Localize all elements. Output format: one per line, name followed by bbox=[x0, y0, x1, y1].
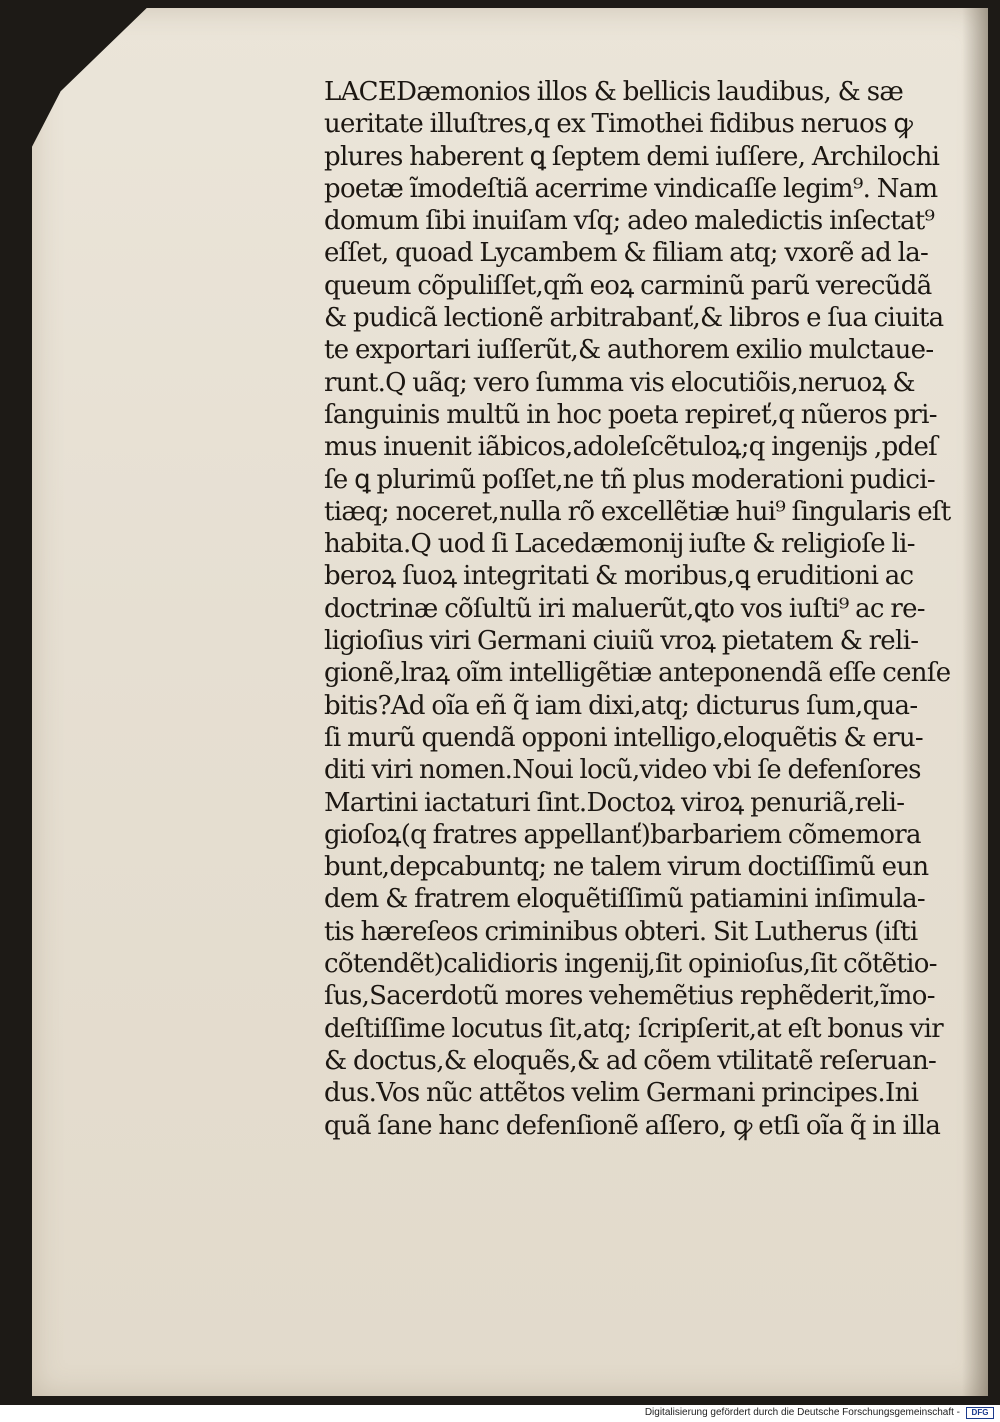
text-line: bitis?Ad oĩa eñ q̃ iam dixi,atq; dicturus ſum,qua- bbox=[324, 690, 918, 721]
text-line: eſſet, quoad Lycambem & filiam atq; vxorẽ ad la- bbox=[324, 238, 929, 269]
dfg-logo: DFG bbox=[966, 1407, 994, 1419]
text-line: beroꝝ ſuoꝝ integritati & moribus,ꝗ eruditioni ac bbox=[324, 561, 914, 592]
text-line: bunt,depcabuntq; ne talem virum doctiſſimũ eun bbox=[324, 852, 929, 883]
text-line: tiæq; noceret,nulla rõ excellẽtiæ hui⁹ ſingularis eſt bbox=[324, 496, 951, 527]
gutter-shadow bbox=[962, 8, 988, 1396]
footer-bar bbox=[0, 1405, 1000, 1422]
text-line: & pudicã lectionẽ arbitrabanť,& libros e ſua ciuita bbox=[324, 303, 944, 334]
text-line: mus inuenit iãbicos,adoleſcẽtuloꝝ;q ingenĳs ,pdeſ bbox=[324, 432, 938, 463]
text-line: ſi murũ quendã opponi intelligo,eloquẽtis & eru- bbox=[324, 722, 923, 753]
text-line: LACEDæmonios illos & bellicis laudibus, & sæ bbox=[324, 77, 904, 107]
text-line: gionẽ,lraꝝ oĩm intelligẽtiæ anteponendã eſſe cenſe bbox=[324, 658, 951, 689]
text-line: domum ſibi inuiſam vſq; adeo maledictis inſectat⁹ bbox=[324, 206, 935, 237]
text-line: cõtendẽt)calidioris ingenĳ,ſit opinioſus,ſit cõtẽtio- bbox=[324, 949, 937, 980]
text-line: queum cõpuliſſet,qm̃ eoꝝ carminũ parũ verecũdã bbox=[324, 270, 932, 301]
text-block bbox=[324, 76, 960, 1142]
text-line: ſus,Sacerdotũ mores vehemẽtius rephẽderit,ĩmo- bbox=[324, 981, 935, 1012]
text-line: quã ſane hanc defenſionẽ aſſero, ꝙ etſi oĩa q̃ in illa bbox=[324, 1110, 941, 1141]
funding-notice: Digitalisierung gefördert durch die Deutsche Forschungsgemeinschaft - bbox=[644, 1407, 960, 1418]
text-line: runt.Q uãq; vero ſumma vis elocutiõis,neruoꝝ & bbox=[324, 367, 915, 398]
text-line: ligioſius viri Germani ciuiũ vroꝝ pietatem & reli- bbox=[324, 626, 919, 657]
text-line: doctrinæ cõſultũ iri maluerũt,ꝗto vos iuſti⁹ ac re- bbox=[324, 593, 925, 624]
text-line: tis hæreſeos criminibus obteri. Sit Lutherus (iſti bbox=[324, 916, 918, 947]
text-line: Martini iactaturi ſint.Doctoꝝ viroꝝ penuriã,reli- bbox=[324, 787, 905, 818]
text-line: habita.Q uod ſi Lacedæmonĳ iuſte & religioſe li- bbox=[324, 529, 915, 560]
text-line: ſanguinis multũ in hoc poeta repireť,q nũeros pri- bbox=[324, 399, 937, 430]
text-line: diti viri nomen.Noui locũ,video vbi ſe defenſores bbox=[324, 755, 921, 786]
text-line: ſe ꝗ plurimũ poſſet,ne tñ plus moderationi pudici- bbox=[324, 464, 935, 495]
text-line: gioſoꝝ(q fratres appellanť)barbariem cõmemora bbox=[324, 819, 921, 850]
text-line: plures haberent ꝗ ſeptem demi iuſſere, Archilochi bbox=[324, 141, 940, 172]
text-line: ueritate illuſtres,q ex Timothei fidibus neruos ꝙ bbox=[324, 109, 913, 140]
text-line: dem & fratrem eloquẽtiſſimũ patiamini inſimula- bbox=[324, 884, 926, 915]
text-line: te exportari iuſſerũt,& authorem exilio mulctaue- bbox=[324, 335, 934, 366]
text-line: poetæ ĩmodeſtiã acerrime vindicaſſe legim⁹. Nam bbox=[324, 173, 938, 204]
text-line: deſtiſſime locutus ſit,atq; ſcripſerit,at eſt bonus vir bbox=[324, 1013, 943, 1044]
text-line: dus.Vos nũc attẽtos velim Germani principes.Ini bbox=[324, 1078, 919, 1109]
text-line: & doctus,& eloquẽs,& ad cõem vtilitatẽ reſeruan- bbox=[324, 1045, 937, 1076]
